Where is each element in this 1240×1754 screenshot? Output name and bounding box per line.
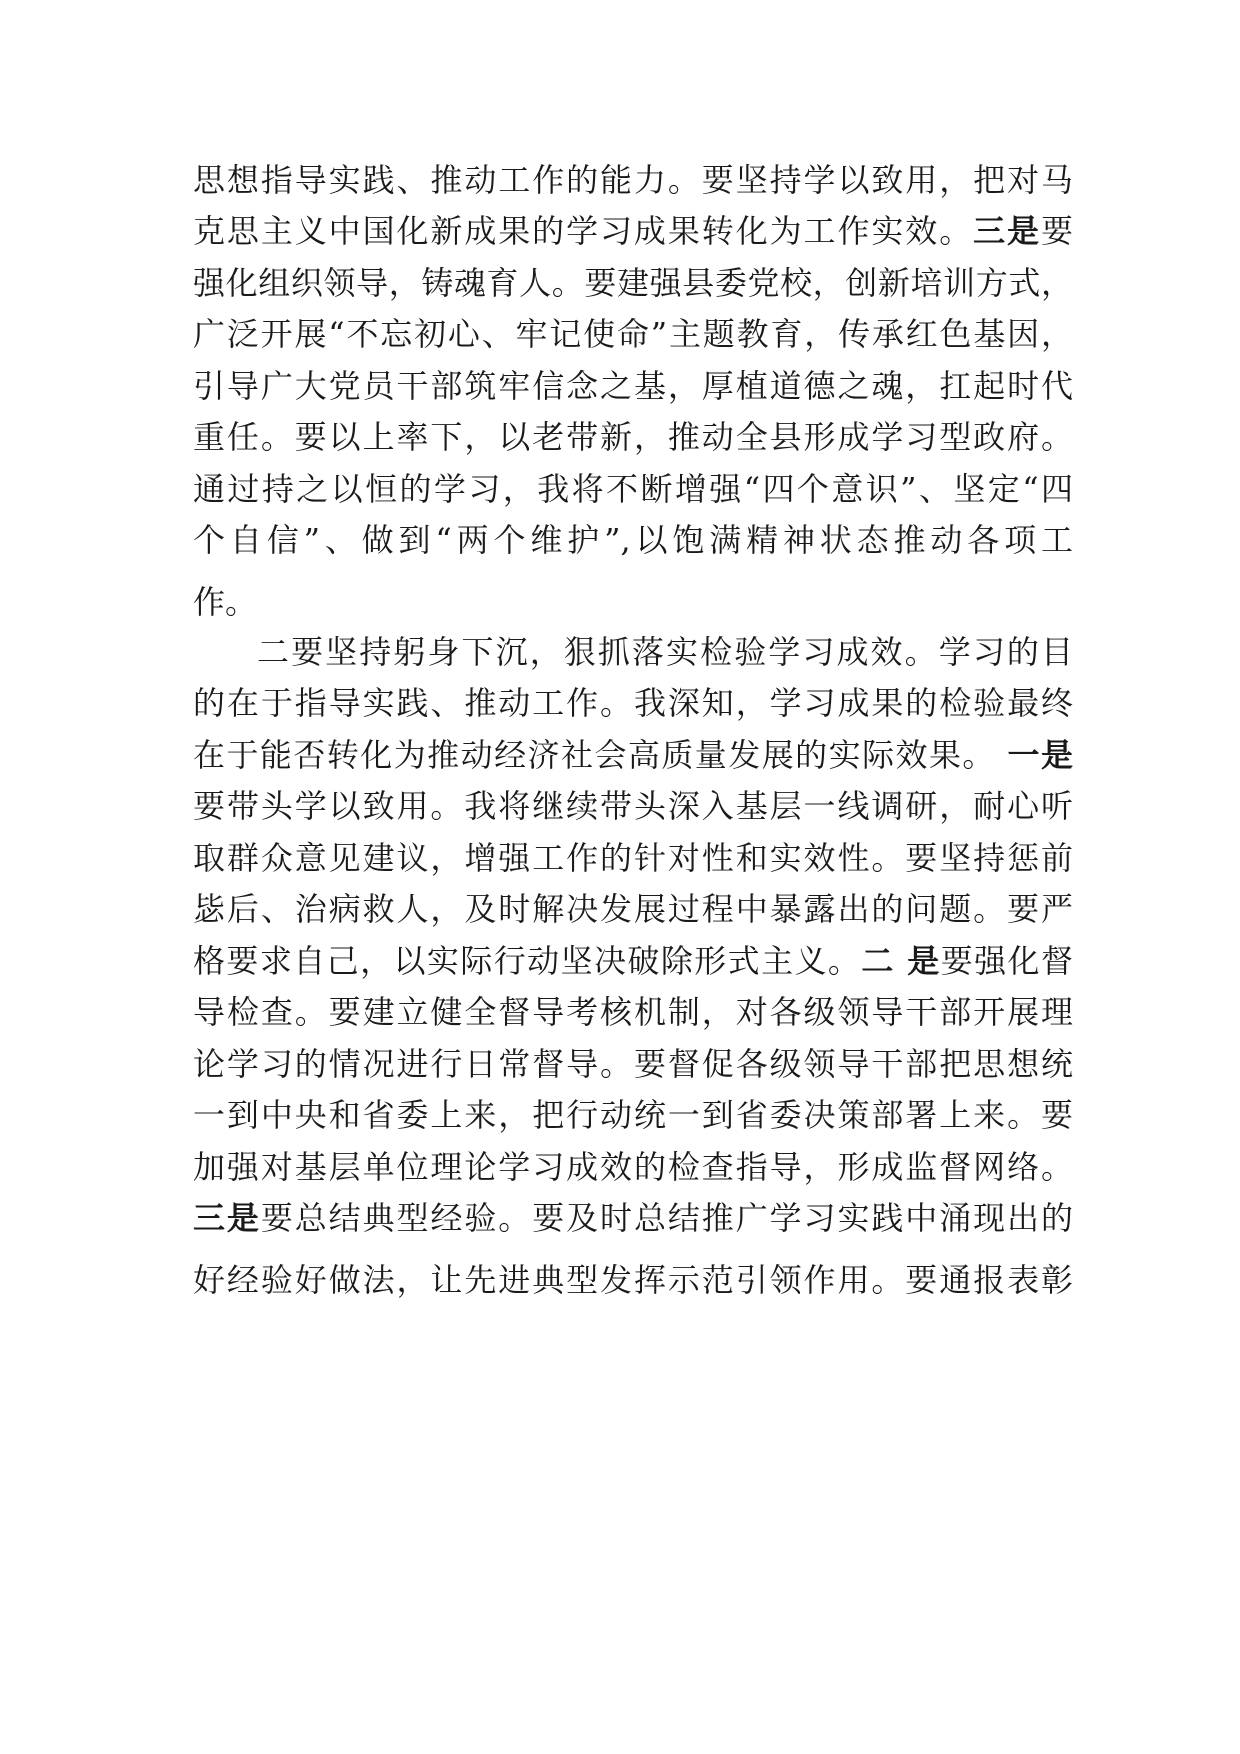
text-run: 毖后、治病救人，及时解决发展过程中暴露出的问题。要严 (193, 890, 1073, 928)
text-line (193, 939, 1073, 983)
text-line (193, 887, 1073, 931)
text-run: 重任。要以上率下，以老带新，推动全县形成学习型政府。 (193, 418, 1073, 456)
text-run: 导检查。要建立健全督导考核机制，对各级领导干部开展理 (193, 993, 1073, 1031)
text-line (193, 261, 1073, 305)
text-run: 强化组织领导，铸魂育人。要建强县委党校，创新培训方式， (193, 264, 1073, 302)
text-run: 一到中央和省委上来，把行动统一到省委决策部署上来。要 (193, 1096, 1073, 1134)
text-run: 引导广大党员干部筑牢信念之基，厚植道德之魂，扛起时代 (193, 367, 1073, 405)
bold-keyword: 三是 (973, 212, 1041, 250)
text-run: 作。 (193, 583, 258, 621)
text-line (193, 312, 1073, 356)
bold-keyword: 三是 (193, 1199, 261, 1237)
bold-keyword: 二 是 (861, 942, 941, 980)
text-line (193, 1042, 1073, 1086)
text-run: 思想指导实践、推动工作的能力。要坚持学以致用，把对马 (193, 161, 1073, 199)
text-run: 要带头学以致用。我将继续带头深入基层一线调研，耐心听 (193, 787, 1073, 825)
text-line (193, 580, 1073, 624)
text-run: 加强对基层单位理论学习成效的检查指导，形成监督网络。 (193, 1148, 1073, 1186)
text-line (193, 158, 1073, 202)
text-line (193, 630, 1073, 674)
text-run: 的在于指导实践、推动工作。我深知，学习成果的检验最终 (193, 684, 1073, 722)
text-run: 广泛开展“不忘初心、牢记使命”主题教育，传承红色基因， (193, 315, 1073, 353)
text-run: 格要求自己，以实际行动坚决破除形式主义。 (193, 942, 862, 980)
text-line (193, 836, 1073, 880)
text-run: 克思主义中国化新成果的学习成果转化为工作实效。 (193, 212, 974, 250)
text-line (193, 990, 1073, 1034)
text-run: 要总结典型经验。要及时总结推广学习实践中涌现出的 (260, 1199, 1073, 1237)
text-line (193, 784, 1073, 828)
text-line (193, 518, 1073, 562)
text-run: 通过持之以恒的学习，我将不断增强“四个意识”、坚定“四 (193, 470, 1073, 508)
bold-keyword: 一是 (1007, 736, 1073, 774)
text-run: 要强化督 (940, 942, 1073, 980)
text-line (193, 1093, 1073, 1137)
text-run: 在于能否转化为推动经济社会高质量发展的实际效果。 (193, 736, 1008, 774)
text-line (193, 733, 1073, 777)
text-line (193, 1196, 1073, 1240)
text-line (193, 415, 1073, 459)
text-line (193, 681, 1073, 725)
text-line (193, 467, 1073, 511)
text-run: 要 (1040, 212, 1073, 250)
text-line (193, 1145, 1073, 1189)
text-run: 个自信”、做到“两个维护”,以饱满精神状态推动各项工 (193, 521, 1073, 559)
text-line (193, 209, 1073, 253)
text-line (193, 1258, 1073, 1302)
text-line (193, 364, 1073, 408)
text-run: 二要坚持躬身下沉，狠抓落实检验学习成效。学习的目 (257, 633, 1073, 671)
text-run: 好经验好做法，让先进典型发挥示范引领作用。要通报表彰 (193, 1261, 1073, 1299)
text-run: 论学习的情况进行日常督导。要督促各级领导干部把思想统 (193, 1045, 1073, 1083)
text-run: 取群众意见建议，增强工作的针对性和实效性。要坚持惩前 (193, 839, 1073, 877)
